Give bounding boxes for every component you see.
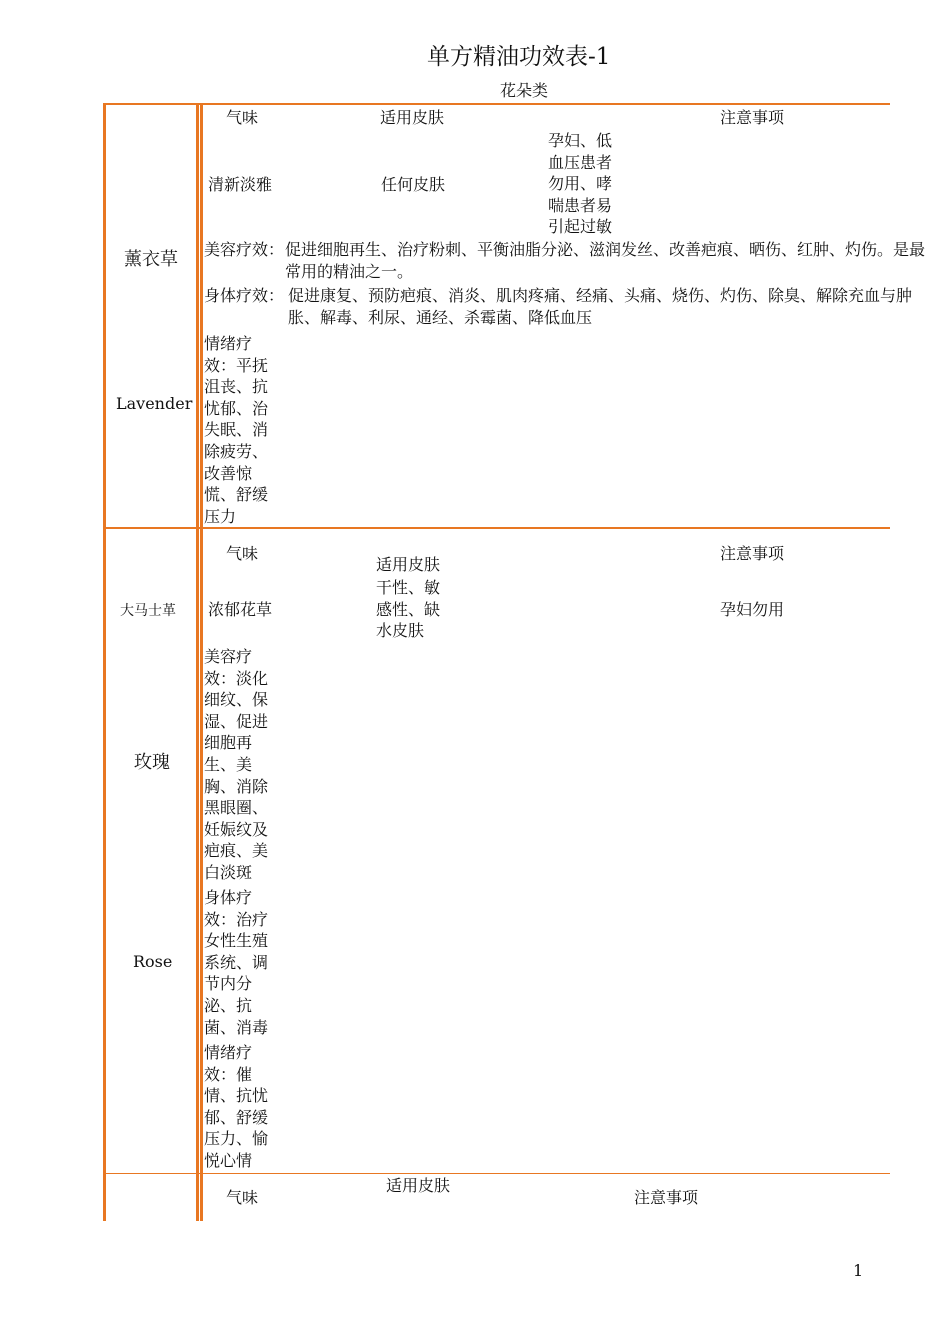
column-divider-b — [200, 103, 203, 1221]
row-divider-2 — [103, 1173, 890, 1174]
rose-body: 身体疗效：治疗女性生殖系统、调节内分泌、抗菌、消毒 — [204, 888, 269, 1037]
lavender-beauty-text: 促进细胞再生、治疗粉刺、平衡油脂分泌、滋润发丝、改善疤痕、晒伤、红肿、灼伤。是最常用的精油之一。 — [285, 240, 926, 281]
rose-header-skin: 适用皮肤 — [376, 555, 441, 574]
lavender-skin: 任何皮肤 — [381, 175, 446, 194]
lavender-beauty-label: 美容疗效： — [204, 240, 285, 259]
lavender-scent: 清新淡雅 — [208, 175, 273, 194]
lavender-header-skin: 适用皮肤 — [380, 108, 445, 127]
rose-beauty: 美容疗效：淡化细纹、保湿、促进细胞再生、美胸、消除黑眼圈、妊娠纹及疤痕、美白淡斑 — [204, 647, 269, 882]
rose-skin: 干性、敏感性、缺水皮肤 — [376, 578, 441, 641]
page-subtitle: 花朵类 — [500, 81, 549, 100]
page-number: 1 — [853, 1261, 864, 1280]
lavender-body-label: 身体疗效： — [204, 286, 285, 305]
lavender-emotion: 情绪疗效：平抚沮丧、抗忧郁、治失眠、消除疲劳、改善惊慌、舒缓压力 — [204, 334, 269, 526]
table-top-border — [103, 103, 890, 105]
table-left-border — [103, 103, 106, 1221]
third-header-skin: 适用皮肤 — [385, 1176, 450, 1195]
lavender-body-text: 促进康复、预防疤痕、消炎、肌肉疼痛、经痛、头痛、烧伤、灼伤、除臭、解除充血与肿胀、解毒、利尿、通经、杀霉菌、降低血压 — [288, 286, 913, 327]
page-title: 单方精油功效表-1 — [427, 44, 611, 70]
lavender-header-scent: 气味 — [226, 108, 259, 127]
third-header-notes: 注意事项 — [634, 1188, 699, 1207]
rose-name-alt: 大马士革 — [120, 603, 176, 619]
lavender-notes: 孕妇、低血压患者勿用、哮喘患者易引起过敏 — [548, 131, 613, 237]
lavender-name-en: Lavender — [116, 394, 193, 413]
rose-name-cn: 玫瑰 — [134, 752, 170, 773]
lavender-name-cn: 薰衣草 — [124, 249, 178, 270]
lavender-header-notes: 注意事项 — [720, 108, 785, 127]
rose-emotion: 情绪疗效：催情、抗忧郁、舒缓压力、愉悦心情 — [204, 1043, 269, 1170]
third-header-scent: 气味 — [226, 1188, 259, 1207]
rose-name-en: Rose — [133, 952, 173, 971]
rose-header-scent: 气味 — [226, 544, 259, 563]
rose-scent: 浓郁花草 — [208, 600, 273, 619]
rose-header-notes: 注意事项 — [720, 544, 785, 563]
column-divider-a — [196, 103, 199, 1221]
rose-notes: 孕妇勿用 — [720, 600, 785, 619]
